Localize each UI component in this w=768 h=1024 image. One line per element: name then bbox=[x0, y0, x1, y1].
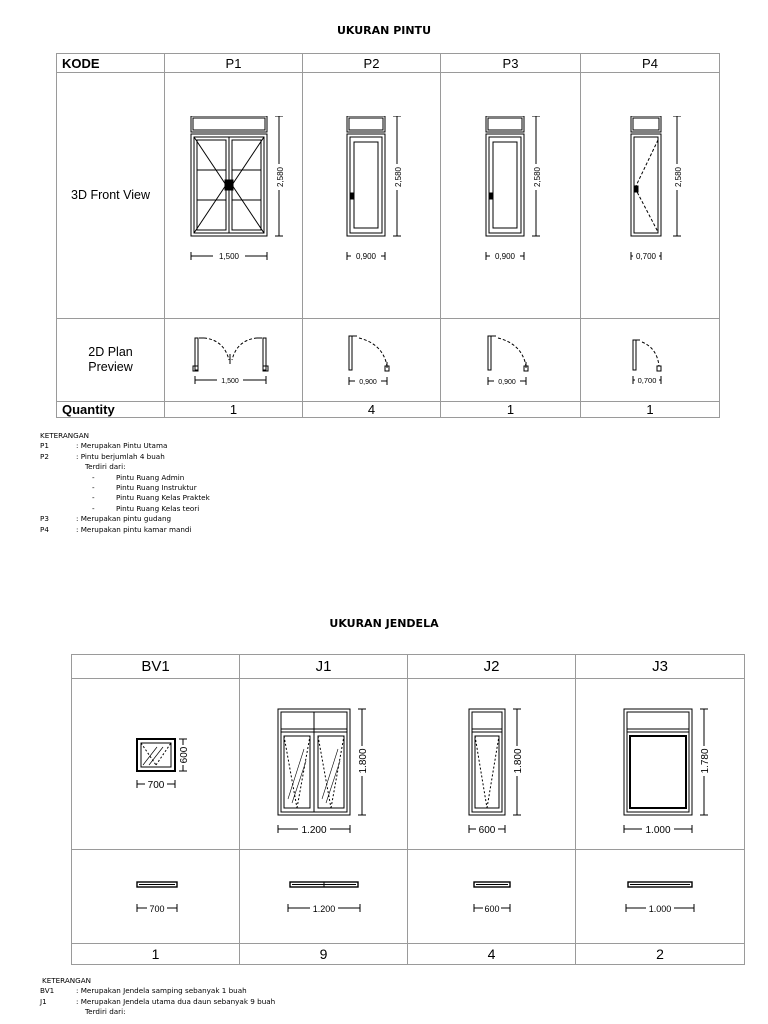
window-j1-plan-width: 1.200 bbox=[312, 903, 335, 914]
window-j2-plan-width: 600 bbox=[483, 903, 500, 914]
doors-notes bbox=[40, 431, 210, 535]
window-j2-plan bbox=[408, 850, 576, 944]
door-p4-elevation-drawing bbox=[595, 116, 705, 276]
door-p1-height: 2,580 bbox=[275, 166, 285, 187]
window-code-j2: J2 bbox=[408, 655, 576, 679]
window-bv1-plan-width: 700 bbox=[148, 903, 165, 914]
window-j3-plan bbox=[576, 850, 745, 944]
door-p2-plan bbox=[303, 319, 441, 402]
door-p1-plan-drawing bbox=[179, 328, 289, 392]
window-j3-width: 1.000 bbox=[645, 825, 671, 836]
door-p3-plan-drawing bbox=[456, 328, 566, 392]
door-p3-quantity: 1 bbox=[441, 402, 581, 418]
note-j1-text: : Merupakan Jendela utama dua daun sebanyak 9 buah bbox=[76, 996, 276, 1006]
door-p3-front bbox=[441, 73, 581, 319]
door-p1-elevation-drawing bbox=[179, 116, 289, 276]
doors-table bbox=[56, 53, 720, 418]
plan-preview-label bbox=[57, 319, 165, 402]
window-j3-plan-width: 1.000 bbox=[648, 903, 672, 914]
window-j2-width: 600 bbox=[478, 825, 495, 836]
window-j2-plan-drawing bbox=[437, 872, 547, 922]
note-p2-item: - Pintu Ruang Instruktur bbox=[92, 483, 197, 493]
window-j2-elevation-drawing bbox=[437, 689, 547, 839]
note-p1-text: : Merupakan Pintu Utama bbox=[76, 441, 168, 451]
windows-title: UKURAN JENDELA bbox=[329, 617, 439, 630]
window-j2-front bbox=[408, 679, 576, 850]
note-p3-text: : Merupakan pintu gudang bbox=[76, 514, 172, 524]
kode-header: KODE bbox=[57, 54, 165, 73]
door-p2-plan-drawing bbox=[317, 328, 427, 392]
note-p2-text: : Pintu berjumlah 4 buah bbox=[76, 451, 165, 461]
window-code-j3: J3 bbox=[576, 655, 745, 679]
plan-label-line1: 2D Plan bbox=[88, 345, 133, 359]
front-view-label: 3D Front View bbox=[57, 73, 165, 319]
window-j3-elevation-drawing bbox=[590, 689, 730, 839]
door-p4-plan bbox=[581, 319, 720, 402]
note-p1-key: P1 bbox=[40, 441, 49, 451]
door-p3-height: 2,580 bbox=[532, 166, 542, 187]
door-p4-width: 0,700 bbox=[635, 251, 657, 261]
window-bv1-plan bbox=[72, 850, 240, 944]
window-j2-height: 1.800 bbox=[512, 748, 524, 774]
note-p2-item: - Pintu Ruang Admin bbox=[92, 472, 185, 482]
windows-notes-heading: KETERANGAN bbox=[42, 976, 92, 985]
window-code-j1: J1 bbox=[240, 655, 408, 679]
note-p2-item: - Pintu Ruang Kelas Praktek bbox=[92, 493, 210, 503]
note-p3 bbox=[40, 514, 210, 524]
door-p4-plan-width: 0,700 bbox=[637, 376, 657, 385]
window-j1-width: 1.200 bbox=[300, 825, 327, 836]
door-p1-plan bbox=[165, 319, 303, 402]
quantity-label: Quantity bbox=[57, 402, 165, 418]
window-j3-height: 1.780 bbox=[700, 748, 711, 774]
windows-table bbox=[71, 654, 745, 965]
note-bv1-key: BV1 bbox=[40, 986, 55, 996]
door-code-p2: P2 bbox=[303, 54, 441, 73]
window-j3-plan-drawing bbox=[590, 872, 730, 922]
window-j1-quantity: 9 bbox=[240, 944, 408, 965]
window-j1-plan-drawing bbox=[254, 872, 394, 922]
window-bv1-elevation-drawing bbox=[101, 689, 211, 839]
door-p1-plan-width: 1,500 bbox=[220, 378, 239, 385]
door-p3-plan-width: 0,900 bbox=[497, 379, 516, 386]
note-bv1 bbox=[40, 986, 275, 996]
note-bv1-text: : Merupakan Jendela samping sebanyak 1 buah bbox=[76, 986, 247, 996]
window-code-bv1: BV1 bbox=[72, 655, 240, 679]
note-p2-item: - Pintu Ruang Kelas teori bbox=[92, 503, 200, 513]
window-bv1-quantity: 1 bbox=[72, 944, 240, 965]
plan-label-line2: Preview bbox=[88, 360, 133, 374]
doors-notes-heading: KETERANGAN bbox=[40, 431, 90, 440]
note-j1 bbox=[40, 997, 275, 1007]
window-j1-height: 1.800 bbox=[357, 748, 369, 774]
note-j1-sub: Terdiri dari: bbox=[85, 1007, 126, 1017]
note-p1 bbox=[40, 441, 210, 451]
door-code-p4: P4 bbox=[581, 54, 720, 73]
window-j2-quantity: 4 bbox=[408, 944, 576, 965]
window-bv1-width: 700 bbox=[147, 780, 164, 791]
doors-title: UKURAN PINTU bbox=[336, 24, 431, 37]
note-p4-key: P4 bbox=[40, 524, 49, 534]
note-p3-key: P3 bbox=[40, 514, 49, 524]
door-p3-elevation-drawing bbox=[456, 116, 566, 276]
door-p2-elevation-drawing bbox=[317, 116, 427, 276]
note-p4 bbox=[40, 525, 210, 535]
door-p1-width: 1,500 bbox=[218, 251, 239, 261]
door-code-p1: P1 bbox=[165, 54, 303, 73]
door-p2-plan-width: 0,900 bbox=[358, 379, 377, 386]
windows-notes bbox=[40, 976, 275, 1018]
window-j1-elevation-drawing bbox=[254, 689, 394, 839]
window-j3-front bbox=[576, 679, 745, 850]
door-p2-front bbox=[303, 73, 441, 319]
window-j1-front bbox=[240, 679, 408, 850]
door-p2-width: 0,900 bbox=[355, 251, 376, 261]
window-j1-plan bbox=[240, 850, 408, 944]
note-j1-key: J1 bbox=[40, 996, 47, 1006]
window-bv1-height: 600 bbox=[178, 746, 190, 764]
door-code-p3: P3 bbox=[441, 54, 581, 73]
door-p4-plan-drawing bbox=[595, 328, 705, 392]
door-p2-height: 2,580 bbox=[393, 166, 403, 187]
note-p2 bbox=[40, 452, 210, 462]
note-p4-text: : Merupakan pintu kamar mandi bbox=[76, 524, 192, 534]
window-bv1-plan-drawing bbox=[101, 872, 211, 922]
door-p2-quantity: 4 bbox=[303, 402, 441, 418]
door-p3-plan bbox=[441, 319, 581, 402]
note-p2-sub: Terdiri dari: bbox=[85, 462, 126, 472]
door-p4-front bbox=[581, 73, 720, 319]
door-p1-quantity: 1 bbox=[165, 402, 303, 418]
window-j3-quantity: 2 bbox=[576, 944, 745, 965]
door-p1-front bbox=[165, 73, 303, 319]
note-p2-key: P2 bbox=[40, 451, 49, 461]
door-p4-height: 2,580 bbox=[674, 166, 683, 187]
door-p3-width: 0,900 bbox=[494, 251, 515, 261]
door-p4-quantity: 1 bbox=[581, 402, 720, 418]
window-bv1-front bbox=[72, 679, 240, 850]
